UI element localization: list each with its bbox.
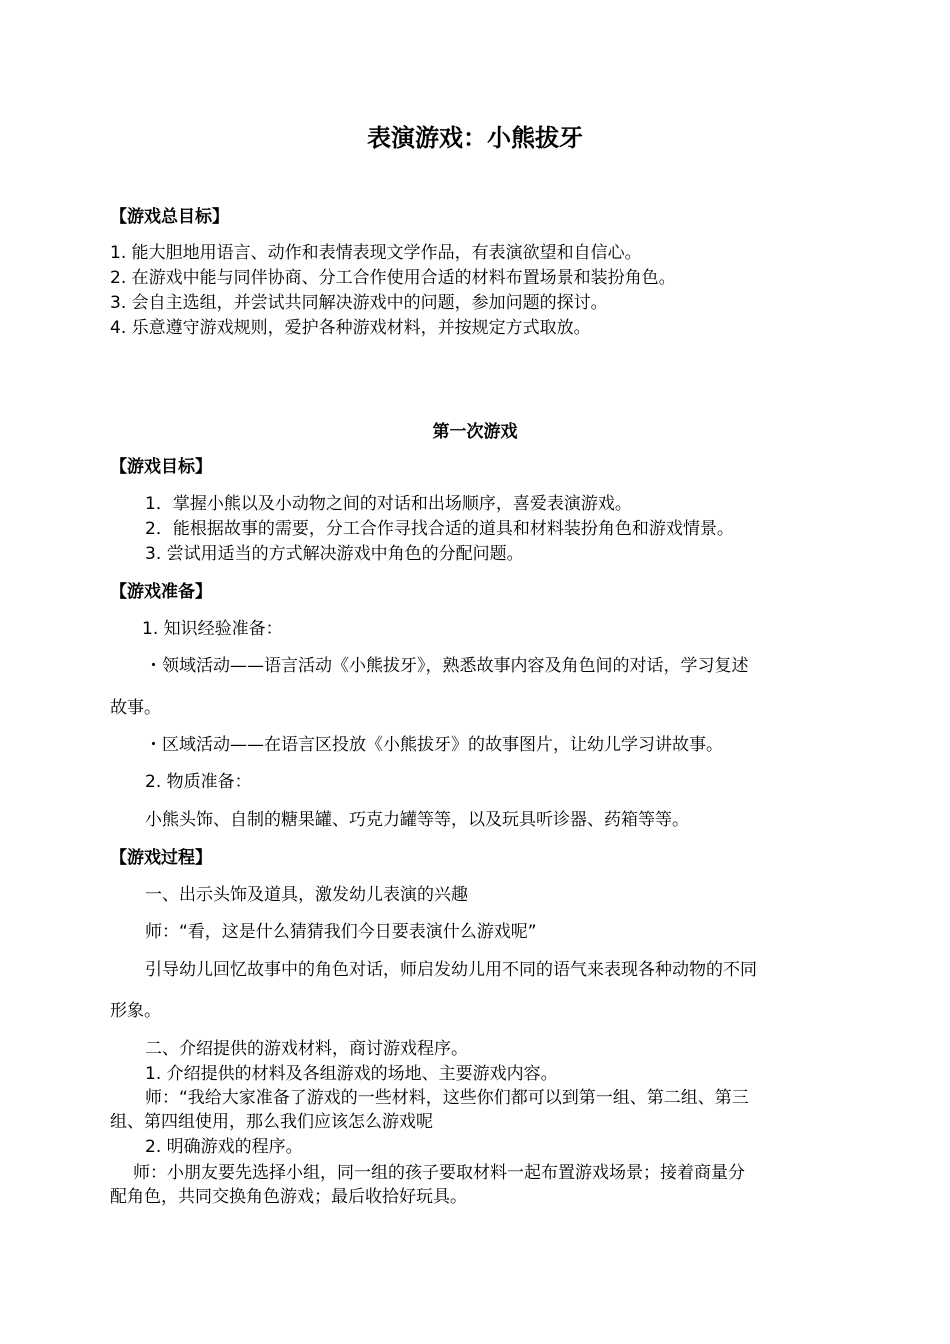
process-text: 一、出示头饰及道具，激发幼儿表演的兴趣 [145,885,468,905]
section-heading: 第一次游戏 [432,422,518,442]
goal-item: 2．能根据故事的需要，分工合作寻找合适的道具和材料装扮角色和游戏情景。 [145,519,734,539]
prep-text: ・区域活动——在语言区投放《小熊拔牙》的故事图片，让幼儿学习讲故事。 [145,735,723,755]
overall-goal-heading: 【游戏总目标】 [110,207,229,227]
process-text: 形象。 [110,1001,161,1021]
prep-text: 小熊头饰、自制的糖果罐、巧克力罐等等，以及玩具听诊器、药箱等等。 [145,810,689,830]
process-text: 2. 明确游戏的程序。 [145,1137,303,1157]
goal-heading: 【游戏目标】 [110,457,212,477]
prep-material-label: 2. 物质准备： [145,772,252,792]
prep-text: ・领域活动——语言活动《小熊拔牙》，熟悉故事内容及角色间的对话，学习复述 [145,656,749,676]
process-text: 二、介绍提供的游戏材料，商讨游戏程序。 [145,1039,468,1059]
page-title: 表演游戏：小熊拔牙 [367,124,583,152]
process-text: 师：小朋友要先选择小组，同一组的孩子要取材料一起布置游戏场景；接着商量分 [133,1163,745,1183]
prep-knowledge-label: 1. 知识经验准备： [142,619,283,639]
goal-item: 3. 尝试用适当的方式解决游戏中角色的分配问题。 [145,544,524,564]
process-text: 1. 介绍提供的材料及各组游戏的场地、主要游戏内容。 [145,1064,558,1084]
process-text: 引导幼儿回忆故事中的角色对话，师启发幼儿用不同的语气来表现各种动物的不同 [145,960,757,980]
goal-item: 1．掌握小熊以及小动物之间的对话和出场顺序，喜爱表演游戏。 [145,494,632,514]
overall-goal-item: 1. 能大胆地用语言、动作和表情表现文学作品，有表演欲望和自信心。 [110,243,642,263]
process-text: 师：“看，这是什么猜猜我们今日要表演什么游戏呢” [145,922,537,942]
prep-text: 故事。 [110,698,161,718]
overall-goal-item: 4. 乐意遵守游戏规则，爱护各种游戏材料，并按规定方式取放。 [110,318,591,338]
overall-goal-item: 2. 在游戏中能与同伴协商、分工合作使用合适的材料布置场景和装扮角色。 [110,268,676,288]
prep-heading: 【游戏准备】 [110,582,212,602]
process-text: 师：“我给大家准备了游戏的一些材料，这些你们都可以到第一组、第二组、第三 [145,1088,749,1108]
process-text: 配角色，共同交换角色游戏；最后收拾好玩具。 [110,1187,467,1207]
process-text: 组、第四组使用，那么我们应该怎么游戏呢 [110,1112,433,1132]
process-heading: 【游戏过程】 [110,848,212,868]
overall-goal-item: 3. 会自主选组，并尝试共同解决游戏中的问题，参加问题的探讨。 [110,293,608,313]
